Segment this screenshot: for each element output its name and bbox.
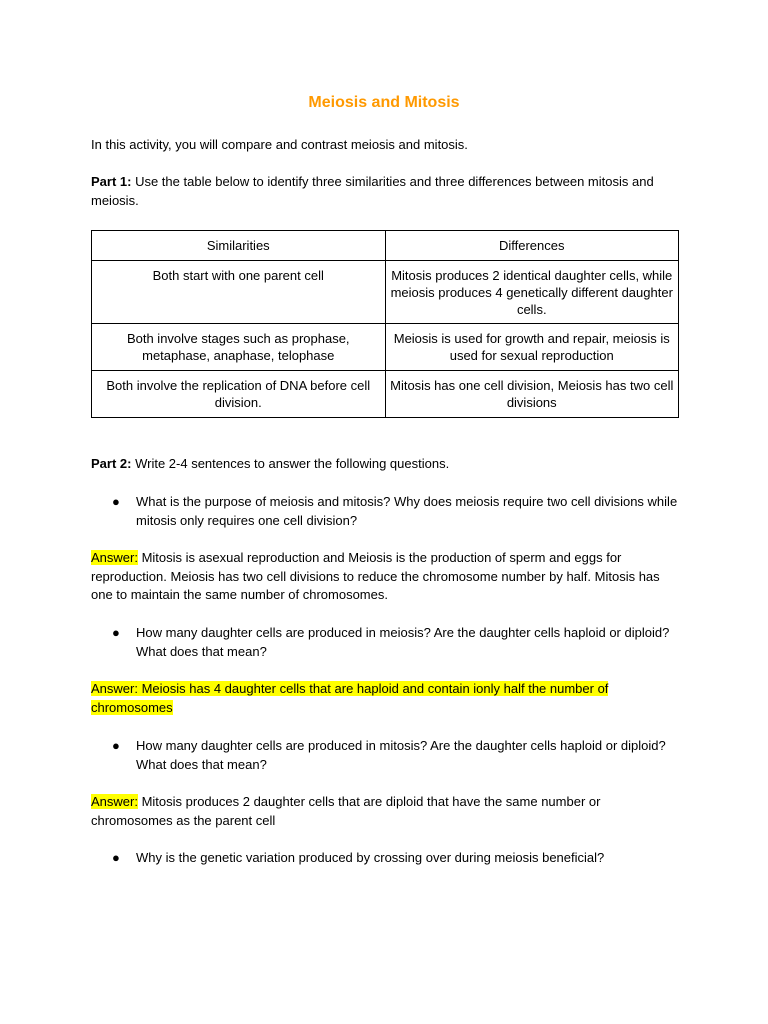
question-text: What is the purpose of meiosis and mitosis? Why does meiosis require two cell divisions while mitosis only requires one cell division?: [136, 494, 678, 528]
header-differences: Differences: [385, 231, 679, 261]
header-similarities: Similarities: [92, 231, 386, 261]
question-text: How many daughter cells are produced in meiosis? Are the daughter cells haploid or diploid? What does that mean?: [136, 625, 670, 659]
answer-label: Answer:: [91, 550, 138, 565]
answer-text: Mitosis produces 2 daughter cells that are diploid that have the same number or chromosomes as the parent cell: [91, 794, 601, 828]
similarity-cell: Both start with one parent cell: [92, 261, 386, 324]
difference-cell: Mitosis has one cell division, Meiosis has two cell divisions: [385, 371, 679, 418]
answer-text: Mitosis is asexual reproduction and Meiosis is the production of sperm and eggs for reproduction. Meiosis has two cell divisions to reduce the chromosome number by half. Mitosis has one to maintain the same number of chromosomes.: [91, 550, 660, 602]
comparison-table: [91, 230, 679, 418]
table-row: [92, 371, 679, 418]
table-row: [92, 324, 679, 371]
bullet-icon: ●: [112, 738, 120, 753]
answer-paragraph: [91, 680, 681, 717]
intro-paragraph: In this activity, you will compare and contrast meiosis and mitosis.: [91, 137, 468, 152]
difference-cell: Mitosis produces 2 identical daughter cells, while meiosis produces 4 genetically different daughter cells.: [385, 261, 679, 324]
part1-label: Part 1:: [91, 174, 132, 189]
part2-label: Part 2:: [91, 456, 132, 471]
document-title: Meiosis and Mitosis: [308, 94, 460, 111]
part2-instructions: [91, 455, 681, 474]
bullet-icon: ●: [112, 850, 120, 865]
part2-text: Write 2-4 sentences to answer the following questions.: [131, 456, 450, 471]
part1-text: Use the table below to identify three similarities and three differences between mitosis and meiosis.: [91, 174, 654, 208]
question-text: Why is the genetic variation produced by crossing over during meiosis beneficial?: [136, 850, 605, 865]
similarity-cell: Both involve the replication of DNA before cell division.: [92, 371, 386, 418]
table-row: [92, 261, 679, 324]
bullet-icon: ●: [112, 494, 120, 509]
answer-highlighted-text: Answer: Meiosis has 4 daughter cells that are haploid and contain ionly half the number of chromosomes: [91, 681, 609, 715]
table-header-row: [92, 231, 679, 261]
answer-label: Answer:: [91, 794, 138, 809]
answer-paragraph: [91, 793, 681, 830]
part1-instructions: [91, 173, 681, 210]
difference-cell: Meiosis is used for growth and repair, meiosis is used for sexual reproduction: [385, 324, 679, 371]
similarity-cell: Both involve stages such as prophase, metaphase, anaphase, telophase: [92, 324, 386, 371]
question-text: How many daughter cells are produced in mitosis? Are the daughter cells haploid or diploid? What does that mean?: [136, 738, 666, 772]
answer-paragraph: [91, 549, 681, 605]
bullet-icon: ●: [112, 625, 120, 640]
